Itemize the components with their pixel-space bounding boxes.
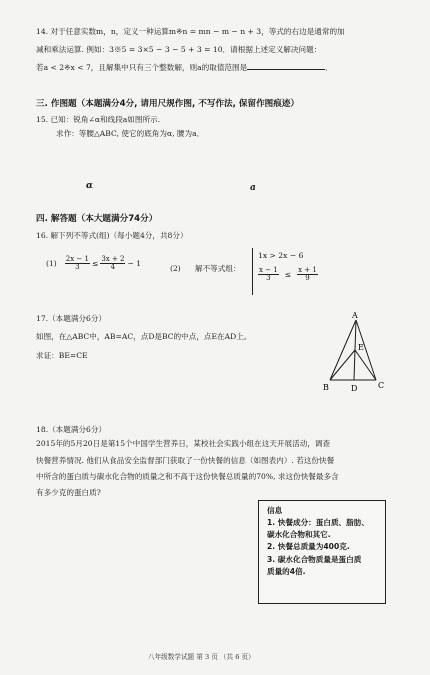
q16-part1-fraction1 bbox=[65, 256, 90, 272]
info-box-item2: 2. 快餐总质量为400克. bbox=[267, 542, 350, 552]
q15-line2: 求作：等腰△ABC, 使它的底角为α, 腰为a． bbox=[56, 129, 205, 138]
q17-label-b: B bbox=[323, 383, 329, 392]
q17-segment-ab bbox=[330, 320, 356, 380]
q18-line1: 2015年的5月20日是第15个中国学生营养日，某校社会实践小组在这天开展活动，调查 bbox=[36, 439, 331, 448]
q17-segment-ce bbox=[355, 350, 376, 380]
q15-figure-label-alpha: α bbox=[86, 181, 93, 191]
page-footer: 八年级数学试题 第 3 页 （共 6 页） bbox=[148, 653, 255, 661]
q16-part1-den1: 3 bbox=[75, 263, 80, 272]
q14-line3-suffix: ． bbox=[325, 63, 333, 72]
q16-part2-num1: x − 1 bbox=[259, 266, 278, 274]
q16-part2-row2 bbox=[258, 267, 318, 283]
q16-part2-den2: 9 bbox=[305, 274, 310, 283]
info-box bbox=[258, 500, 386, 604]
info-box-item3b: 质量的4倍. bbox=[267, 566, 306, 576]
q17-label-c: C bbox=[378, 381, 385, 390]
q16-part2-den1: 3 bbox=[266, 274, 271, 283]
q17-line2: 求证：BE=CE bbox=[36, 351, 88, 360]
q14-line3-prefix: 若a < 2※x < 7，且解集中只有三个整数解，则a的取值范围是 bbox=[36, 63, 248, 72]
q16-part2-fraction1 bbox=[258, 267, 279, 283]
q16-part2-label: (2) bbox=[170, 264, 181, 273]
q17-triangle-figure bbox=[318, 310, 388, 392]
q14-line1: 14. 对于任意实数m，n，定义一种运算m※n = mn − m − n + 3，等式的右边是通常的加 bbox=[36, 27, 345, 36]
q16-part1-den2: 4 bbox=[110, 263, 116, 272]
q16-intro: 16. 解下列不等式(组)（每小题4分，共8分） bbox=[36, 231, 188, 240]
q17-label-e: E bbox=[358, 343, 364, 352]
q16-part1-tail: − 1 bbox=[127, 259, 142, 269]
q17-title: 17.（本题满分6分） bbox=[36, 314, 107, 323]
q16-part1-leq: ≤ bbox=[91, 259, 99, 269]
q16-part1-fraction2 bbox=[100, 256, 125, 272]
q17-label-d: D bbox=[351, 384, 358, 392]
q17-segment-be bbox=[330, 350, 355, 380]
q16-part1-label: (1) bbox=[46, 259, 57, 269]
info-box-item3a: 3. 碳水化合物质量是蛋白质 bbox=[267, 554, 362, 564]
info-box-item1b: 碳水化合物和其它. bbox=[267, 530, 331, 540]
q15-line1: 15. 已知：锐角∠α和线段a如图所示. bbox=[36, 115, 161, 124]
q18-line2: 快餐营养情况. 他们从食品安全监督部门获取了一份快餐的信息（如图表内）. 若这份快餐 bbox=[36, 456, 335, 465]
section3-title: 三. 作图题（本题满分4分, 请用尺规作图, 不写作法, 保留作图痕迹） bbox=[36, 99, 300, 109]
q18-line3: 中所含的蛋白质与碳水化合物的质量之和不高于这份快餐总质量的70%, 求这份快餐最多含 bbox=[36, 472, 339, 481]
q16-system-brace bbox=[252, 248, 253, 295]
info-box-title: 信息 bbox=[267, 506, 283, 515]
q17-label-a: A bbox=[352, 311, 358, 320]
q17-line1: 如图，在△ABC中，AB=AC，点D是BC的中点，点E在AD上。 bbox=[36, 332, 252, 341]
q18-title: 18.（本题满分6分） bbox=[36, 425, 107, 434]
q14-line2: 减和乘法运算. 例如：3※5 = 3×5 − 3 − 5 + 3 = 10．请根据上述定义解决问题： bbox=[36, 45, 322, 54]
q16-part1-num1: 2x − 1 bbox=[65, 255, 89, 263]
answer-blank[interactable] bbox=[247, 63, 325, 70]
info-box-item1a: 1. 快餐成分：蛋白质、脂肪、 bbox=[267, 518, 369, 528]
q16-part2-text: 解不等式组： bbox=[195, 264, 241, 273]
q16-part2-fraction2 bbox=[297, 267, 318, 283]
q15-figure-label-a: a bbox=[250, 183, 256, 193]
q16-part2-leq: ≤ bbox=[284, 270, 292, 280]
section4-title: 四. 解答题（本大题满分74分） bbox=[36, 214, 158, 224]
q14-line3 bbox=[36, 63, 333, 72]
q18-line4: 有多少克的蛋白质? bbox=[36, 488, 101, 497]
q16-part2-row1: 1x > 2x − 6 bbox=[258, 251, 304, 260]
q16-part1-num2: 3x + 2 bbox=[101, 255, 125, 263]
q16-part1 bbox=[46, 256, 141, 272]
q16-part2-num2: x + 1 bbox=[298, 266, 317, 274]
